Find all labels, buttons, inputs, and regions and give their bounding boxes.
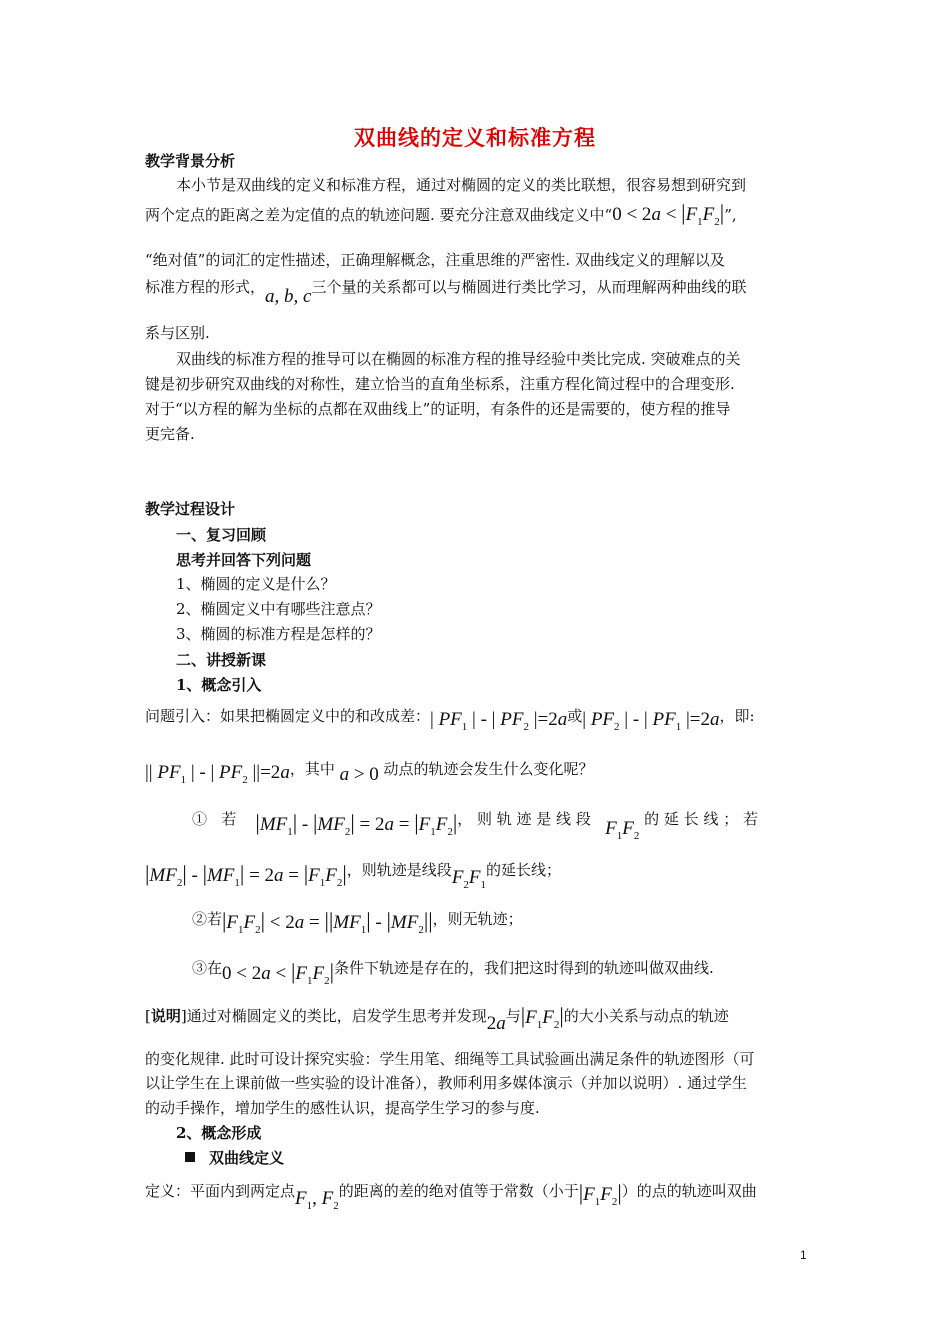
case1-line2: $|MF_2| - |MF_1| = 2a = |F_1F_2|$，则轨迹是线段$F_2F_1$的延长线； [145, 861, 562, 891]
formula-f1f2: $F_1F_2$ [605, 818, 640, 842]
section-new-lesson: 二、讲授新课 [176, 651, 267, 669]
formula-abc: a, b, c [265, 286, 312, 307]
intro-line2: || $PF_1$ | - | $PF_2$ ||=2a，其中 a > 0 动点的轨迹会发生什么变化呢？ [145, 760, 594, 786]
bg-paragraph1-line2: 两个定点的距离之差为定值的点的轨迹问题. 要充分注意双曲线定义中“$0 < 2a < |F_1F_2|$”, [145, 200, 737, 228]
question-1: 1、椭圆的定义是什么？ [176, 575, 336, 593]
background-heading: 教学背景分析 [145, 152, 236, 170]
question-3: 3、椭圆的标准方程是怎样的？ [176, 625, 381, 643]
bg-paragraph1-line5: 系与区别. [145, 324, 210, 342]
formula-pf1-minus-pf2: | $PF_1$ | - | $PF_2$ |=2a [430, 709, 568, 733]
formula-f1-f2: $F_1$, $F_2$ [295, 1188, 339, 1212]
section-concept-intro: 1、概念引入 [176, 676, 262, 694]
intro-line1: 问题引入：如果把椭圆定义中的和改成差：| $PF_1$ | - | $PF_2$ |=2a或| $PF_2$ | - | $PF_1$ |=2a，即: [145, 707, 755, 733]
page-number: 1 [800, 1248, 807, 1262]
question-2: 2、椭圆定义中有哪些注意点？ [176, 600, 381, 618]
document-title: 双曲线的定义和标准方程 [354, 125, 596, 150]
note-line3: 以让学生在上课前做一些实验的设计准备），教师利用多媒体演示（并加以说明）. 通过学生 [145, 1074, 748, 1092]
definition-line1: 定义：平面内到两定点$F_1$, $F_2$的距离的差的绝对值等于常数（小于$|F_1F_2|$）的点的轨迹叫双曲 [145, 1180, 757, 1212]
bg-paragraph2-line1: 双曲线的标准方程的推导可以在椭圆的标准方程的推导经验中类比完成. 突破难点的关 [176, 350, 741, 368]
formula-def-f1f2: $|F_1F_2|$ [578, 1180, 622, 1208]
section-review-sub: 思考并回答下列问题 [176, 551, 312, 569]
bg-paragraph2-line3: 对于“以方程的解为坐标的点都在双曲线上”的证明，有条件的还是需要的，使方程的推导 [145, 400, 731, 418]
bg-paragraph1-line1: 本小节是双曲线的定义和标准方程，通过对椭圆的定义的类比联想，很容易想到研究到 [176, 176, 747, 194]
formula-pf2-minus-pf1: | $PF_2$ | - | $PF_1$ |=2a [582, 709, 720, 733]
formula-2a: 2a [486, 1013, 506, 1034]
note-line4: 的动手操作，增加学生的感性认识，提高学生学习的参与度. [145, 1099, 540, 1117]
formula-f2f1: $F_2F_1$ [451, 867, 487, 891]
formula-note-f1f2: $|F_1F_2|$ [520, 1003, 564, 1031]
square-bullet-icon [185, 1152, 195, 1162]
bg-paragraph1-line3: “绝对值”的词汇的定性描述，正确理解概念，注重思维的严密性. 双曲线定义的理解以及 [145, 251, 725, 269]
process-heading: 教学过程设计 [145, 500, 236, 518]
formula-a-gt-0: a > 0 [339, 764, 384, 785]
formula-case2: $|F_1F_2| < 2a = ||MF_1| - |MF_2||$ [222, 908, 433, 936]
case2: ②若$|F_1F_2| < 2a = ||MF_1| - |MF_2||$，则无轨迹； [192, 908, 523, 936]
section-concept-formation: 2、概念形成 [176, 1124, 262, 1142]
formula-mf2-mf1: $|MF_2| - |MF_1| = 2a = |F_1F_2|$ [145, 861, 347, 889]
formula-mf1-mf2: $|MF_1| - |MF_2| = 2a = |F_1F_2|$ [255, 810, 458, 838]
bg-paragraph2-line2: 键是初步研究双曲线的对称性，建立恰当的直角坐标系，注重方程化简过程中的合理变形. [145, 375, 735, 393]
note-line1: [说明]通过对椭圆定义的类比，启发学生思考并发现2a与$|F_1F_2|$的大小关系与动点的轨迹 [145, 1003, 729, 1034]
definition-heading: 双曲线定义 [185, 1147, 284, 1168]
formula-case3: $0 < 2a < |F_1F_2|$ [222, 959, 334, 987]
note-line2: 的变化规律. 此时可设计探究实验：学生用笔、细绳等工具试验画出满足条件的轨迹图形（可 [145, 1050, 755, 1068]
formula-0-lt-2a-lt-f1f2: $0 < 2a < |F_1F_2|$ [612, 200, 725, 228]
bg-paragraph1-line4: 标准方程的形式，a, b, c三个量的关系都可以与椭圆进行类比学习，从而理解两种曲线的联 [145, 278, 747, 307]
case1-line1: ① 若 $|MF_1| - |MF_2| = 2a = |F_1F_2|$， 则 轨 迹 是 线 段 $F_1F_2$ 的 延 长 线 ； 若 [192, 810, 758, 842]
case3: ③在$0 < 2a < |F_1F_2|$条件下轨迹是存在的，我们把这时得到的轨迹叫做双曲线. [192, 959, 714, 987]
formula-abs-diff: || $PF_1$ | - | $PF_2$ ||=2a [145, 762, 290, 786]
bg-paragraph2-line4: 更完备. [145, 425, 195, 443]
section-review: 一、复习回顾 [176, 526, 267, 544]
